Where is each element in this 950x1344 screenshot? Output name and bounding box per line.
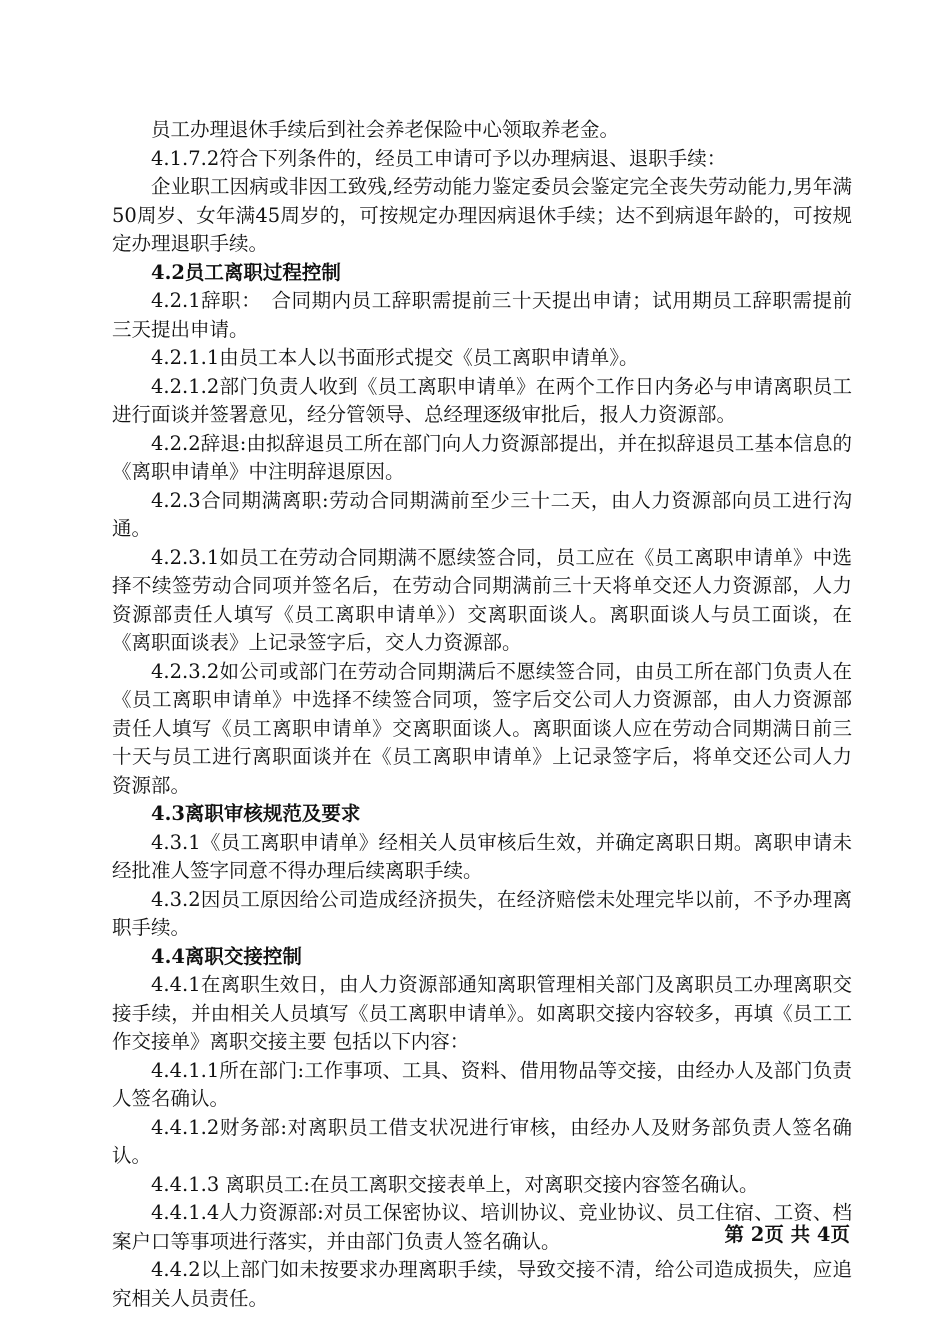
body-paragraph: 4.2.1辞职： 合同期内员工辞职需提前三十天提出申请；试用期员工辞职需提前三天提出申请。: [112, 289, 852, 341]
body-paragraph: 4.4.1.4人力资源部:对员工保密协议、培训协议、竞业协议、员工住宿、工资、档案户口等事项进行落实，并由部门负责人签名确认。: [112, 1201, 852, 1253]
page-number: 第 2页 共 4页: [724, 1223, 850, 1246]
body-paragraph: 4.3.1《员工离职申请单》经相关人员审核后生效，并确定离职日期。离职申请未经批准人签字同意不得办理后续离职手续。: [112, 830, 852, 882]
document-body: [112, 116, 852, 1313]
body-paragraph: 4.2.3.1如员工在劳动合同期满不愿续签合同，员工应在《员工离职申请单》中选择不续签劳动合同项并签名后，在劳动合同期满前三十天将单交还人力资源部，人力资源部责任人填写《员工离职申请单》）交离职面谈人。离职面谈人与员工面谈，在《离职面谈表》上记录签字后，交人力资源部。: [112, 545, 852, 654]
body-paragraph: 员工办理退休手续后到社会养老保险中心领取养老金。: [151, 118, 620, 141]
body-paragraph: 4.4.1.1所在部门:工作事项、工具、资料、借用物品等交接，由经办人及部门负责人签名确认。: [112, 1058, 852, 1110]
body-paragraph: 4.3.2因员工原因给公司造成经济损失，在经济赔偿未处理完毕以前，不予办理离职手续。: [112, 887, 852, 939]
body-paragraph: 4.2.1.2部门负责人收到《员工离职申请单》在两个工作日内务必与申请离职员工进行面谈并签署意见，经分管领导、总经理逐级审批后，报人力资源部。: [112, 374, 852, 426]
body-paragraph: 4.2.1.1由员工本人以书面形式提交《员工离职申请单》。: [151, 346, 639, 369]
body-paragraph: 4.1.7.2符合下列条件的，经员工申请可予以办理病退、退职手续：: [151, 146, 727, 170]
section-heading: 4.2员工离职过程控制: [151, 260, 341, 284]
body-paragraph: 4.2.3.2如公司或部门在劳动合同期满后不愿续签合同，由员工所在部门负责人在《员工离职申请单》中选择不续签合同项，签字后交公司人力资源部，由人力资源部责任人填写《员工离职申请单》交离职面谈人。离职面谈人应在劳动合同期满日前三十天与员工进行离职面谈并在《员工离职申请单》上记录签字后，将单交还公司人力资源部。: [112, 659, 852, 797]
body-paragraph: 4.4.1.2财务部:对离职员工借支状况进行审核，由经办人及财务部负责人签名确认。: [112, 1115, 852, 1167]
body-paragraph: 4.4.1在离职生效日，由人力资源部通知离职管理相关部门及离职员工办理离职交接手续，并由相关人员填写《员工离职申请单》。如离职交接内容较多，再填《员工工作交接单》离职交接主要 包括以下内容：: [112, 973, 852, 1053]
section-heading: 4.4离职交接控制: [151, 944, 302, 968]
section-heading: 4.3离职审核规范及要求: [151, 802, 361, 825]
body-paragraph: 4.2.3合同期满离职:劳动合同期满前至少三十二天，由人力资源部向员工进行沟通。: [112, 488, 852, 540]
body-paragraph: 4.4.1.3 离职员工:在员工离职交接表单上，对离职交接内容签名确认。: [151, 1172, 759, 1196]
body-paragraph: 企业职工因病或非因工致残,经劳动能力鉴定委员会鉴定完全丧失劳动能力,男年满50周岁、女年满45周岁的，可按规定办理因病退休手续；达不到病退年龄的，可按规定办理退职手续。: [112, 175, 852, 255]
body-paragraph: 4.2.2辞退:由拟辞退员工所在部门向人力资源部提出，并在拟辞退员工基本信息的《离职申请单》中注明辞退原因。: [112, 431, 852, 483]
body-paragraph: 4.4.2以上部门如未按要求办理离职手续，导致交接不清，给公司造成损失，应追究相关人员责任。: [112, 1258, 852, 1310]
